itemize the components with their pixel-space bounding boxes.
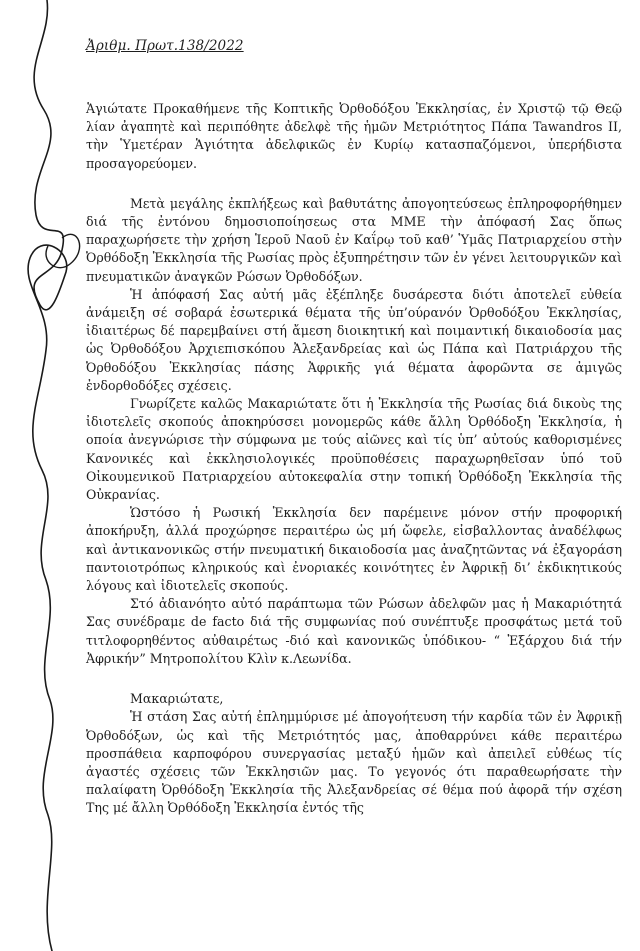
addressee-line: Μακαριώτατε, xyxy=(130,691,224,707)
body-paragraph-interference: Ἡ ἀπόφασή Σας αὐτή μᾶς ἐξέπληξε δυσάρεστα διότι ἀποτελεῖ εὐθεία ἀνάμειξη σέ σοβαρά ἐσωτερικά θέματα τῆς ὑπ’ούρανόν Ὀρθοδόξου Ἐκκλησίας, ἰδιαιτέρως δέ παρεμβαίνει στή ἄμεση διοικητική καὶ ποιμαντική δικαιοδοσία μας ὡς Ὀρθοδόξου Ἀρχιεπισκόπου Ἀλεξανδρείας καὶ ὡς Πάπα καὶ Πατριάρχου τῆς Ὀρθοδόξου Ἐκκλησίας πάσης Ἀφρικῆς γιά θέματα ἀφορῶντα σε ἀμιγῶς ἐνδορθοδόξες σχέσεις. xyxy=(86,286,622,393)
binding-string-line xyxy=(28,0,67,951)
body-paragraph-intrusion: Ὡστόσο ἡ Ρωσική Ἐκκλησία δεν παρέμεινε μόνον στήν προφορική ἀποκήρυξη, ἀλλά προχώρησε περαιτέρω ὡς μή ὤφελε, εἰσβαλλοντας ἀναδέλφως καὶ ἀντικανονικῶς στήν πνευματική δικαιοδοσία μας ἀναζητῶντας νά ἐξαγοράση παντοιοτρόπως κληρικούς καὶ ἐνοριακές κοινότητες ἐν Ἀφρικῇ δι’ ἐκδικητικούς λόγους καὶ ἰδιοτελεῖς σκοπούς. xyxy=(86,505,622,594)
body-paragraph-announcement: Μετὰ μεγάλης ἐκπλήξεως καὶ βαθυτάτης ἀπογοητεύσεως ἐπληροφορήθημεν διά τῆς ἐντόνου δημοσιοποίησεως στα ΜΜΕ τὴν ἀπόφασή Σας ὅπως παραχωρήσετε τὴν χρήση Ἱεροῦ Ναοῦ ἐν Καΐρῳ τοῦ καθ’ Ὑμᾶς Πατριαρχείου στὴν Ὀρθόδοξη Ἐκκλησία τῆς Ρωσίας πρὸς ἐξυπηρέτησιν τῶν ἐν γένει λειτουργικῶν καὶ πνευματικῶν ἀναγκῶν Ρώσων Ὀρθοδόξων. xyxy=(86,195,622,284)
body-paragraph-russian-church: Γνωρίζετε καλῶς Μακαριώτατε ὅτι ἡ Ἐκκλησία τῆς Ρωσίας διά δικοὺς της ἰδιοτελεῖς σκοπούς ἀποκηρύσσει μονομερῶς κάθε ἄλλη Ὀρθόδοξη Ἐκκλησία, ἡ οποία ἀνεγνώρισε τὴν σύμφωνα με τούς αἰῶνες καὶ τίς ὑπ’ αὐτούς καθορισμένες Κανονικές καὶ ἐκκλησιολογικές προϋποθέσεις παραχωρηθεῖσαν ὑπό τοῦ Οἰκουμενικοῦ Πατριαρχείου αὐτοκεφαλία στην τοπική Ὀρθόδοξη Ἐκκλησία τῆς Οὐκρανίας. xyxy=(86,396,622,503)
protocol-number: Ἀριθμ. Πρωτ.138/2022 xyxy=(86,38,244,54)
body-paragraph-agreement: Στό ἀδιανόητο αὐτό παράπτωμα τῶν Ρώσων ἀδελφῶν μας ἡ Μακαριότητά Σας συνέδραμε de facto διά τῆς συμφωνίας πού συνέπτυξε προσφάτως μετά τοῦ τιτλοφορηθέντος αὐθαιρέτως -διό καὶ κανονικῶς ὑπόδικου- “ Ἐξάρχου διά τήν Ἀφρικήν” Μητροπολίτου Κλὶν κ.Λεωνίδα. xyxy=(86,596,622,666)
binding-string-loop xyxy=(46,234,80,267)
greeting-paragraph: Ἁγιώτατε Προκαθήμενε τῆς Κοπτικῆς Ὀρθοδόξου Ἐκκλησίας, ἐν Χριστῷ τῷ Θεῷ λίαν ἀγαπητὲ καὶ περιπόθητε ἀδελφὲ τῆς ἡμῶν Μετριότητος Πάπα Tawandros II, τὴν Ὑμετέραν Ἁγιότητα ἀδελφικῶς ἐν Κυρίῳ κατασπαζόμενοι, ὑπερήδιστα προσαγορεύομεν. xyxy=(86,101,622,171)
letter-body xyxy=(86,100,622,818)
body-paragraph-disappointment: Ἡ στάση Σας αὐτή ἐπλημμύρισε μέ ἀπογοήτευση τήν καρδία τῶν ἐν Ἀφρικῇ Ὀρθοδόξων, ὡς καὶ τῆς Μετριότητός μας, ἀποθαρρύνει κάθε περαιτέρω προσπάθεια καρποφόρου συνεργασίας μεταξύ ἡμῶν καὶ ἀπειλεῖ εὐθέως τίς ἀγαστές σχέσεις τῶν Ἐκκλησιῶν μας. Το γεγονός ότι παραθεωρήσατε τὴν παλαίφατη Ὀρθόδοξη Ἐκκλησία τῆς Ἀλεξανδρείας σέ θέμα πού ἀφορᾶ τήν σχέση Της μέ ἄλλη Ὀρθόδοξη Ἐκκλησία ἐντός τῆς xyxy=(86,709,622,816)
